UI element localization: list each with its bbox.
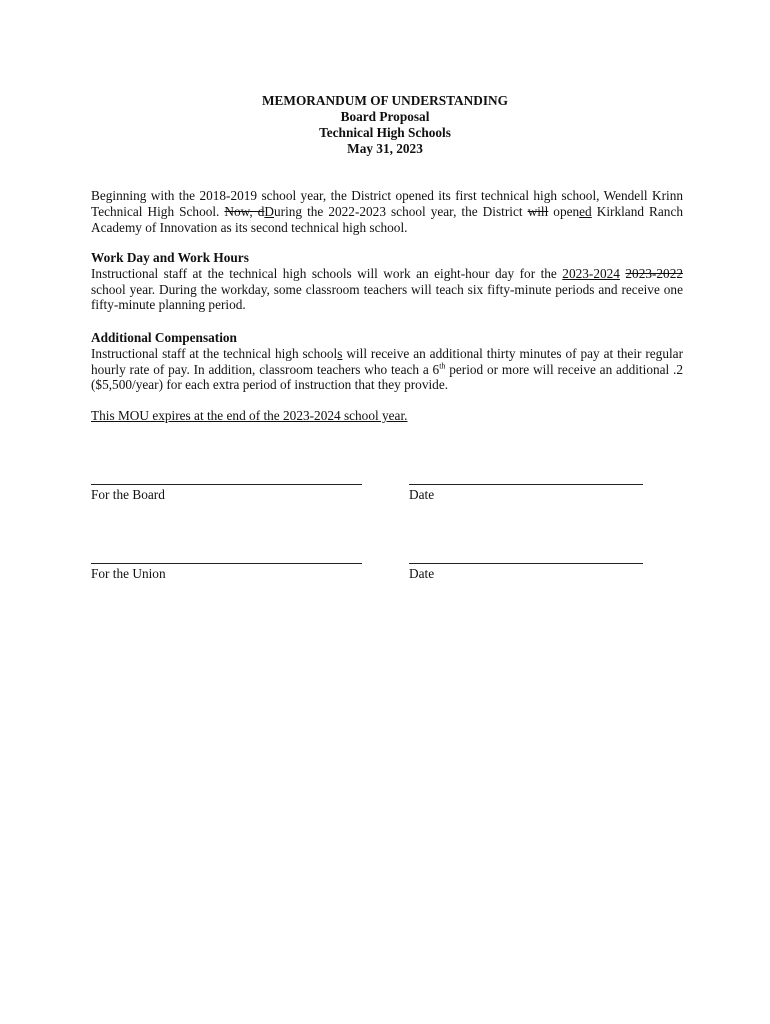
struck-text: will [527,203,549,219]
union-signature-line [91,563,362,564]
board-signature-line [91,484,362,485]
work-day-section [91,250,683,313]
struck-text: Now, d [224,203,265,219]
inserted-text: D [264,203,274,219]
inserted-text: s [337,345,343,361]
board-date-label: Date [409,487,435,502]
section-heading: Additional Compensation [91,330,237,345]
section-text: Instructional staff at the technical high school [91,345,338,361]
memo-subject: Technical High Schools [319,125,451,140]
intro-paragraph [91,188,683,235]
intro-text: Kirkland Ranch Academy of Innovation as its second technical high school. [91,203,683,235]
union-date-label: Date [409,566,435,581]
section-text: period or more will receive an additional .2 ($5,500/year) for each extra period of instruction that they provide. [91,361,683,393]
section-text: will receive an additional thirty minutes of pay at their regular hourly rate of pay. In addition, classroom teachers who teach a 6 [91,345,683,377]
compensation-section [91,330,683,393]
intro-text: open [548,203,580,219]
section-text: Instructional staff at the technical high schools will work an eight-hour day for the [91,265,563,281]
expiry-text: This MOU expires at the end of the 2023-2024 school year. [91,408,408,423]
memo-date: May 31, 2023 [347,141,423,156]
memo-header [0,93,770,157]
inserted-text: ed [579,203,592,219]
inserted-text: 2023-2024 [562,265,620,281]
union-signature-label: For the Union [91,566,166,581]
intro-text: uring the 2022-2023 school year, the District [274,203,528,219]
memo-title: MEMORANDUM OF UNDERSTANDING [262,93,508,108]
intro-text: Beginning with the 2018-2019 school year, the District opened its first technical high school, Wendell Krinn Technical High School. [91,188,683,219]
struck-text: 2023-2022 [625,265,684,281]
memo-subtitle: Board Proposal [340,109,430,124]
board-signature-label: For the Board [91,487,165,502]
board-date-line [409,484,643,485]
ordinal-superscript: th [439,361,446,371]
expiry-section [91,408,683,424]
section-heading: Work Day and Work Hours [91,250,249,265]
section-text: school year. During the workday, some classroom teachers will teach six fifty-minute periods and receive one fifty-minute planning period. [91,281,683,313]
union-date-line [409,563,643,564]
